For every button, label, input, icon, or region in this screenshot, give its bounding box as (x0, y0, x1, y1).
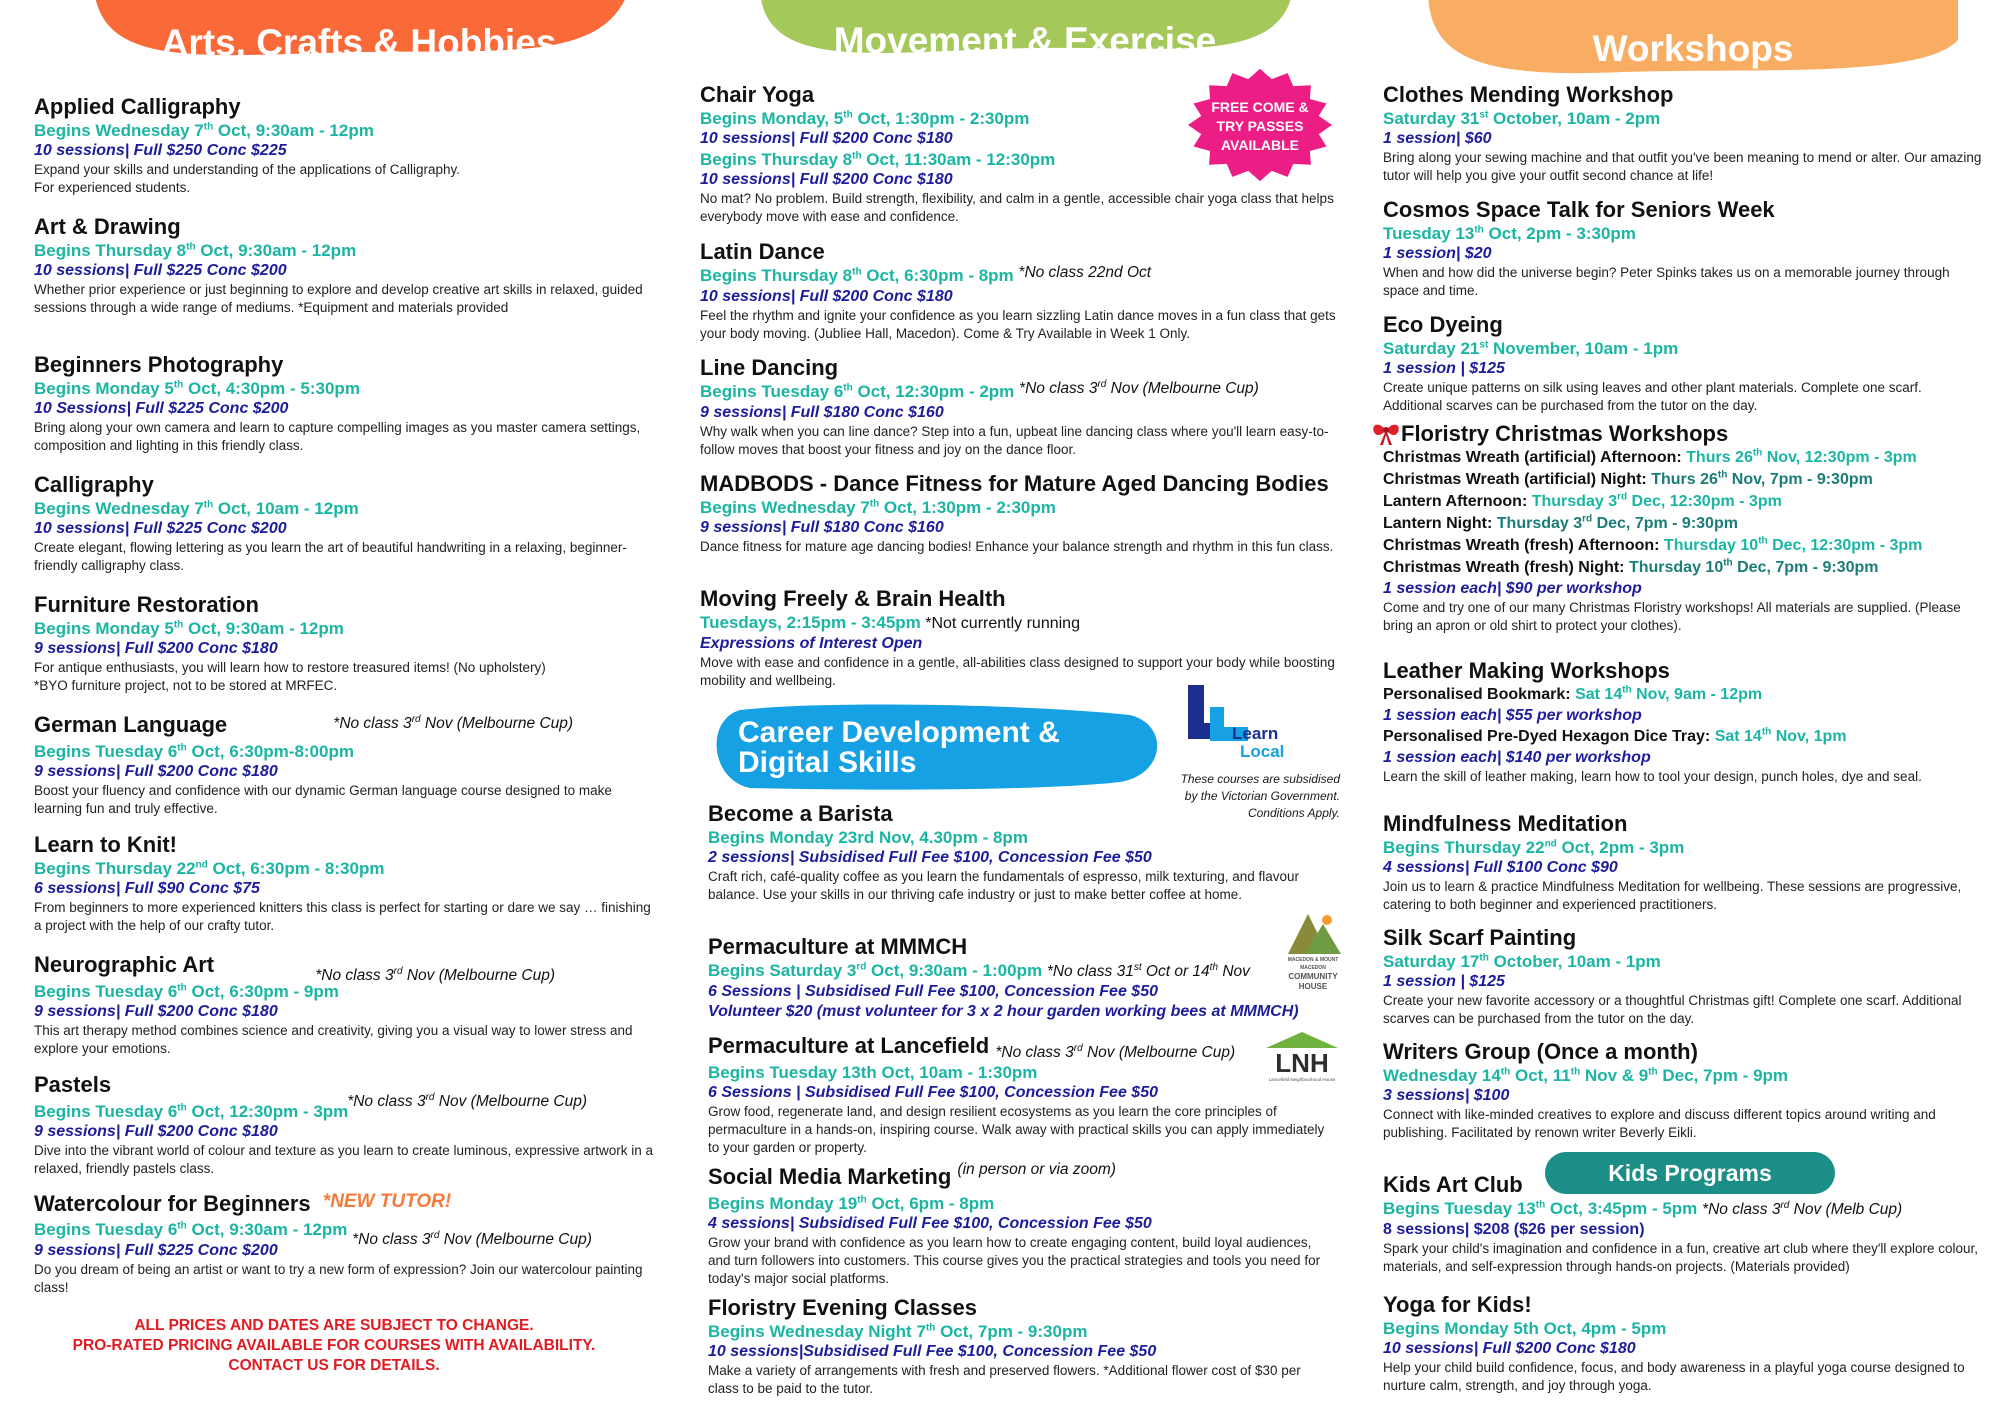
course-price-2: Volunteer $20 (must volunteer for 3 x 2 hour garden working bees at MMMCH) (708, 1003, 1299, 1020)
course-description: Spark your child's imagination and confidence in a fun, creative art club where they'll explore colour, materials, and self-expression through hands-on projects. (Materials provided) (1383, 1241, 1978, 1274)
course-note: *No class 3rd Nov (Melbourne Cup) (347, 1091, 587, 1110)
course-note: *No class 3rd Nov (Melbourne Cup) (1019, 378, 1259, 397)
course-learn-to-knit (34, 831, 654, 935)
course-mindfulness (1383, 810, 1983, 914)
floristry-date: Thursday 3rd Dec, 7pm - 9:30pm (1496, 513, 1738, 532)
floristry-row: Christmas Wreath (artificial) Afternoon: Thurs 26th Nov, 12:30pm - 3pm (1383, 447, 1917, 466)
note-line: Conditions Apply. (1247, 806, 1340, 820)
course-date: Tuesdays, 2:15pm - 3:45pm *Not currently running (700, 613, 1080, 632)
course-description: Join us to learn & practice Mindfulness Meditation for wellbeing. These sessions are progressive, catering to both beginner and experienced practitioners. (1383, 879, 1962, 912)
course-description: Create unique patterns on silk using leaves and other plant materials. Complete one scarf. Additional scarves can be purchased from the tutor on the day. (1383, 380, 1922, 413)
course-eco-dyeing (1383, 311, 1983, 415)
course-price: 10 sessions| Full $200 Conc $180 (1383, 1340, 1636, 1357)
course-description: Make a variety of arrangements with fresh and preserved flowers. *Additional flower cost of $30 per class to be paid to the tutor. (708, 1363, 1301, 1396)
course-price: 10 sessions| Full $200 Conc $180 (700, 288, 953, 305)
course-date: Begins Monday 5th Oct, 4pm - 5pm (1383, 1319, 1667, 1338)
course-title: Writers Group (Once a month) (1383, 1039, 1698, 1064)
course-date: Saturday 21st November, 10am - 1pm (1383, 339, 1679, 358)
course-description: Move with ease and confidence in a gentle, all-abilities class designed to support your body while boosting mobility and wellbeing. (700, 655, 1335, 688)
course-date: Begins Monday 5th Oct, 4:30pm - 5:30pm (34, 379, 360, 398)
leather-date: Sat 14th Nov, 1pm (1714, 726, 1847, 745)
course-description: From beginners to more experienced knitters this class is perfect for starting or dare we say … finishing a project with the help of our crafty tutor. (34, 900, 651, 933)
disclaimer-line: ALL PRICES AND DATES ARE SUBJECT TO CHANGE. (134, 1317, 534, 1334)
course-price: 1 session each| $140 per workshop (1383, 749, 1651, 766)
course-applied-calligraphy (34, 93, 654, 197)
course-description: Dive into the vibrant world of colour and texture as you learn to create luminous, expressive artwork in a relaxed, friendly pastels class. (34, 1143, 654, 1176)
course-title: Learn to Knit! (34, 832, 177, 857)
course-title: Furniture Restoration (34, 592, 259, 617)
course-barista (708, 800, 1340, 904)
disclaimer-line: PRO-RATED PRICING AVAILABLE FOR COURSES WITH AVAILABILITY. (72, 1337, 596, 1354)
career-heading-line2: Digital Skills (738, 746, 917, 779)
course-calligraphy (34, 471, 654, 575)
course-title: Social Media Marketing $^{(in person or via zoom)}$ (708, 1161, 1116, 1189)
course-date: Begins Thursday 8th Oct, 9:30am - 12pm (34, 241, 357, 260)
course-price: 9 sessions| Full $200 Conc $180 (34, 1123, 278, 1140)
course-title: Eco Dyeing (1383, 312, 1503, 337)
course-date: Begins Tuesday 6th Oct, 12:30pm - 3pm (34, 1102, 349, 1121)
course-price: 1 session| $20 (1383, 245, 1492, 262)
course-floristry-evening (708, 1294, 1340, 1398)
course-title: Applied Calligraphy (34, 94, 241, 119)
logo-line: HOUSE (1298, 982, 1328, 991)
course-title: Cosmos Space Talk for Seniors Week (1383, 197, 1775, 222)
course-title: Floristry Christmas Workshops (1371, 418, 1971, 447)
course-date: Begins Tuesday 6th Oct, 6:30pm-8:00pm (34, 742, 354, 761)
course-price: 9 sessions| Full $200 Conc $180 (34, 763, 278, 780)
disclaimer (34, 1316, 634, 1376)
course-price: 9 sessions| Full $180 Conc $160 (700, 404, 944, 421)
course-title: Line Dancing (700, 355, 839, 380)
course-title: Permaculture at MMMCH (708, 934, 968, 959)
course-price: 1 session | $125 (1383, 973, 1505, 990)
workshops-section-header (1423, 0, 1963, 85)
lnh-letters: LNH (1275, 1048, 1329, 1078)
arts-heading: Arts, Crafts & Hobbies (161, 22, 557, 63)
course-price: 10 sessions| Full $250 Conc $225 (34, 142, 287, 159)
course-description: Learn the skill of leather making, learn how to tool your design, punch holes, dye and seal. (1383, 769, 1922, 784)
course-price: 10 Sessions| Full $225 Conc $200 (34, 400, 289, 417)
course-description: Dance fitness for mature age dancing bodies! Enhance your balance strength and rhythm in this fun class. (700, 539, 1334, 554)
course-line-dancing (700, 354, 1340, 459)
course-silk-scarf (1383, 924, 1983, 1028)
movement-heading: Movement & Exercise (833, 20, 1217, 61)
badge-line: TRY PASSES (1216, 118, 1304, 134)
course-price: Expressions of Interest Open (700, 635, 923, 652)
course-date: Saturday 31st October, 10am - 2pm (1383, 109, 1661, 128)
learn-local-text: Local (1240, 742, 1285, 761)
course-madbods (700, 470, 1340, 556)
course-title: MADBODS - Dance Fitness for Mature Aged Dancing Bodies (700, 471, 1329, 496)
course-yoga-kids (1383, 1291, 1983, 1395)
course-note: *No class 22nd Oct (1018, 264, 1152, 281)
course-description: For antique enthusiasts, you will learn how to restore treasured items! (No upholstery) *BYO furniture project, not to be stored at MRFEC. (34, 660, 546, 693)
course-latin-dance (700, 238, 1340, 343)
course-date: Begins Thursday 22nd Oct, 6:30pm - 8:30pm (34, 859, 385, 878)
course-title: Yoga for Kids! (1383, 1292, 1532, 1317)
floristry-date: Thursday 10th Dec, 7pm - 9:30pm (1628, 557, 1879, 576)
course-art-drawing (34, 213, 654, 317)
course-description: Connect with like-minded creatives to explore and discuss different topics around writing and publishing. Facilitated by renown writer Beverly Eikli. (1383, 1107, 1936, 1140)
course-price: 10 sessions|Subsidised Full Fee $100, Concession Fee $50 (708, 1343, 1157, 1360)
badge-line: FREE COME & (1211, 99, 1309, 115)
course-date: Begins Wednesday Night 7th Oct, 7pm - 9:30pm (708, 1322, 1088, 1341)
floristry-date: Thurs 26th Nov, 7pm - 9:30pm (1651, 469, 1873, 488)
course-description: Bring along your sewing machine and that outfit you've been meaning to mend or alter. Our amazing tutor will help you give your outfit second chance at life! (1383, 150, 1982, 183)
course-title: Become a Barista (708, 801, 893, 826)
course-title: Pastels $_{*No class 3^{rd} Nov (Melbourne Cup)}$ (34, 1072, 587, 1110)
kids-heading: Kids Programs (1608, 1160, 1772, 1186)
badge-line: AVAILABLE (1220, 137, 1300, 153)
course-title: Clothes Mending Workshop (1383, 82, 1674, 107)
disclaimer-line: CONTACT US FOR DETAILS. (228, 1357, 440, 1374)
course-note: *No class 3rd Nov (Melbourne Cup) (333, 713, 574, 732)
course-price: 9 sessions| Full $200 Conc $180 (34, 640, 278, 657)
course-price: 3 sessions| $100 (1383, 1087, 1510, 1104)
course-price: 10 sessions| Full $225 Conc $200 (34, 262, 287, 279)
course-title: Chair Yoga (700, 82, 815, 107)
course-leather-making (1383, 657, 1983, 786)
course-price: 4 sessions| Subsidised Full Fee $100, Concession Fee $50 (708, 1215, 1152, 1232)
course-title: Permaculture at Lancefield *No class 3rd Nov (Melbourne Cup) (708, 1033, 1236, 1061)
course-description: Do you dream of being an artist or want to try a new form of expression? Join our watercolour painting class! (34, 1262, 643, 1295)
course-price: 8 sessions| $208 ($26 per session) (1383, 1221, 1645, 1238)
course-date: Begins Saturday 3rd Oct, 9:30am - 1:00pm *No class 31st Oct or 14th Nov (708, 961, 1250, 980)
leather-date: Sat 14th Nov, 9am - 12pm (1575, 684, 1763, 703)
course-price-2: 10 sessions| Full $200 Conc $180 (700, 171, 953, 188)
course-description: Why walk when you can line dance? Step into a fun, upbeat line dancing class where you'll learn easy-to-follow moves that boost your fitness and joy on the dance floor. (700, 424, 1329, 457)
learn-local-logo (1186, 683, 1306, 763)
new-tutor-tag: *NEW TUTOR! (322, 1191, 452, 1212)
floristry-row: Christmas Wreath (artificial) Night: Thurs 26th Nov, 7pm - 9:30pm (1383, 469, 1873, 488)
course-price: 9 sessions| Full $200 Conc $180 (34, 1003, 278, 1020)
course-price: 2 sessions| Subsidised Full Fee $100, Concession Fee $50 (708, 849, 1152, 866)
course-description: Expand your skills and understanding of the applications of Calligraphy. For experienced students. (34, 162, 461, 195)
course-clothes-mending (1383, 81, 1983, 185)
course-note: *No class 3rd Nov (Melb Cup) (1702, 1199, 1903, 1218)
course-title: Silk Scarf Painting (1383, 925, 1577, 950)
course-price: 6 Sessions | Subsidised Full Fee $100, Concession Fee $50 (708, 983, 1158, 1000)
lnh-logo-text: Lancefield Neighbourhood House (1268, 1077, 1336, 1082)
course-date: Wednesday 14th Oct, 11th Nov & 9th Dec, 7pm - 9pm (1383, 1066, 1789, 1085)
course-note: *No class 31st Oct or 14th Nov (1046, 961, 1250, 980)
course-title: Leather Making Workshops (1383, 658, 1670, 683)
floristry-row: Christmas Wreath (fresh) Night: Thursday 10th Dec, 7pm - 9:30pm (1383, 557, 1879, 576)
course-description: Boost your fluency and confidence with our dynamic German language course designed to make learning fun and truly effective. (34, 783, 612, 816)
course-price: 1 session | $125 (1383, 360, 1505, 377)
course-date: Begins Tuesday 6th Oct, 6:30pm - 9pm (34, 982, 339, 1001)
course-watercolour (34, 1190, 654, 1297)
floristry-row: Lantern Afternoon: Thursday 3rd Dec, 12:30pm - 3pm (1383, 491, 1782, 510)
course-title: Art & Drawing (34, 214, 181, 239)
course-description: Create your new favorite accessory or a thoughtful Christmas gift! Complete one scarf. Additional scarves can be purchased from the tutor on the day. (1383, 993, 1962, 1026)
course-description: Grow food, regenerate land, and design resilient ecosystems as you learn the core principles of permaculture in a hands-on, inspiring course. Walk away with practical skills you can apply immediately to your garden or property. (708, 1104, 1325, 1155)
course-price: 10 sessions| Full $200 Conc $180 (700, 130, 953, 147)
course-date: Begins Tuesday 13th Oct, 3:45pm - 5pm *No class 3rd Nov (Melb Cup) (1383, 1199, 1903, 1218)
course-date: Begins Wednesday 7th Oct, 9:30am - 12pm (34, 121, 374, 140)
course-title: German Language *No class 3rd Nov (Melbourne Cup) (34, 712, 574, 737)
course-date: Begins Monday 5th Oct, 9:30am - 12pm (34, 619, 344, 638)
floristry-date: Thursday 3rd Dec, 12:30pm - 3pm (1531, 491, 1782, 510)
course-note: *No class 3rd Nov (Melbourne Cup) (315, 965, 556, 984)
logo-line: COMMUNITY (1288, 972, 1338, 981)
course-german-language (34, 711, 654, 818)
course-note: (in person or via zoom) (957, 1161, 1116, 1178)
course-price: 9 sessions| Full $180 Conc $160 (700, 519, 944, 536)
course-social-media (708, 1163, 1340, 1288)
arts-section-header (84, 0, 634, 80)
course-writers-group (1383, 1038, 1983, 1142)
bow-icon (1371, 418, 1401, 446)
note-line: These courses are subsidised (1180, 772, 1340, 786)
course-floristry-christmas (1383, 418, 1983, 635)
course-date: Begins Monday 23rd Nov, 4.30pm - 8pm (708, 828, 1028, 847)
course-description: No mat? No problem. Build strength, flexibility, and calm in a gentle, accessible chair yoga class that helps everybody move with ease and confidence. (700, 191, 1334, 224)
career-section-header (710, 700, 1160, 795)
course-date-2: Begins Thursday 8th Oct, 11:30am - 12:30pm (700, 150, 1056, 169)
course-description: Bring along your own camera and learn to capture compelling images as you master camera settings, composition and lighting in this friendly class. (34, 420, 641, 453)
course-description: This art therapy method combines science and creativity, giving you a visual way to lower stress and explore your emotions. (34, 1023, 633, 1056)
course-date: Saturday 17th October, 10am - 1pm (1383, 952, 1661, 971)
floristry-date: Thurs 26th Nov, 12:30pm - 3pm (1686, 447, 1917, 466)
course-title: Mindfulness Meditation (1383, 811, 1628, 836)
learn-local-text: Learn (1232, 724, 1279, 743)
course-pastels (34, 1071, 654, 1178)
career-heading-line1: Career Development & (738, 716, 1060, 749)
course-date: Begins Thursday 22nd Oct, 2pm - 3pm (1383, 838, 1685, 857)
course-price: 1 session each| $55 per workshop (1383, 707, 1642, 724)
course-price: 1 session each| $90 per workshop (1383, 580, 1642, 597)
course-title: Kids Art Club (1383, 1172, 1523, 1197)
course-title: Neurographic Art $_{*No class 3^{rd} Nov (Melbourne Cup)}$ (34, 952, 556, 984)
course-beginners-photography (34, 351, 654, 455)
course-price: 10 sessions| Full $225 Conc $200 (34, 520, 287, 537)
course-moving-freely (700, 585, 1340, 690)
course-kids-art-club (1383, 1171, 1983, 1276)
course-cosmos (1383, 196, 1983, 300)
course-note: *No class 3rd Nov (Melbourne Cup) (995, 1042, 1236, 1061)
course-date: Begins Monday 19th Oct, 6pm - 8pm (708, 1194, 995, 1213)
workshops-heading: Workshops (1592, 28, 1794, 69)
course-date: Begins Wednesday 7th Oct, 1:30pm - 2:30pm (700, 498, 1056, 517)
course-date: Begins Monday, 5th Oct, 1:30pm - 2:30pm (700, 109, 1030, 128)
course-description: Grow your brand with confidence as you learn how to create engaging content, build loyal audiences, and turn followers into customers. This course gives you the practical strategies and tools you need for today's major social platforms. (708, 1235, 1321, 1286)
course-title: Latin Dance (700, 239, 825, 264)
course-chair-yoga (700, 81, 1340, 226)
course-price: 1 session| $60 (1383, 130, 1492, 147)
logo-line: MACEDON & MOUNT MACEDON (1287, 957, 1339, 971)
course-description: When and how did the universe begin? Peter Spinks takes us on a memorable journey through space and time. (1383, 265, 1950, 298)
floristry-date: Thursday 10th Dec, 12:30pm - 3pm (1663, 535, 1923, 554)
course-description: Create elegant, flowing lettering as you learn the art of beautiful handwriting in a relaxing, beginner-friendly calligraphy class. (34, 540, 627, 573)
course-date: Tuesday 13th Oct, 2pm - 3:30pm (1383, 224, 1636, 243)
course-note: *Not currently running (920, 615, 1080, 632)
course-description: Craft rich, café-quality coffee as you learn the fundamentals of espresso, milk texturing, and flavour balance. Use your skills in our thriving cafe industry or just to make better coffee at home. (708, 869, 1300, 902)
course-description: Whether prior experience or just beginning to explore and develop creative art skills in relaxed, guided sessions through a wide range of mediums. *Equipment and materials provided (34, 282, 643, 315)
course-permaculture-mmmch (708, 933, 1340, 1022)
course-price: 6 sessions| Full $90 Conc $75 (34, 880, 260, 897)
course-description: Help your child build confidence, focus, and body awareness in a playful yoga course designed to nurture calm, strength, and joy through yoga. (1383, 1360, 1965, 1393)
course-price: 9 sessions| Full $225 Conc $200 (34, 1242, 278, 1259)
course-date: Begins Wednesday 7th Oct, 10am - 12pm (34, 499, 359, 518)
course-description: Come and try one of our many Christmas Floristry workshops! All materials are supplied. (Please bring an apron or old shirt to protect your clothes). (1383, 600, 1961, 633)
course-note: *No class 3rd Nov (Melbourne Cup) (352, 1229, 592, 1248)
course-date: Begins Tuesday 13th Oct, 10am - 1:30pm (708, 1063, 1038, 1082)
course-date: Begins Tuesday 6th Oct, 12:30pm - 2pm *No class 3rd Nov (Melbourne Cup) (700, 378, 1259, 401)
course-neurographic-art (34, 951, 654, 1058)
leather-row: Personalised Bookmark: Sat 14th Nov, 9am - 12pm (1383, 684, 1763, 703)
course-permaculture-lancefield (708, 1032, 1340, 1157)
course-date: Begins Thursday 8th Oct, 6:30pm - 8pm *No class 22nd Oct (700, 264, 1152, 285)
course-price: 6 Sessions | Subsidised Full Fee $100, Concession Fee $50 (708, 1084, 1158, 1101)
floristry-row: Lantern Night: Thursday 3rd Dec, 7pm - 9:30pm (1383, 513, 1738, 532)
course-title: Watercolour for Beginners *NEW TUTOR! (34, 1191, 452, 1216)
course-title: Floristry Evening Classes (708, 1295, 977, 1320)
course-furniture-restoration (34, 591, 654, 695)
floristry-row: Christmas Wreath (fresh) Afternoon: Thursday 10th Dec, 12:30pm - 3pm (1383, 535, 1923, 554)
leather-row: Personalised Pre-Dyed Hexagon Dice Tray: Sat 14th Nov, 1pm (1383, 726, 1847, 745)
course-date: Begins Tuesday 6th Oct, 9:30am - 12pm *No class 3rd Nov (Melbourne Cup) (34, 1220, 592, 1248)
course-description: Feel the rhythm and ignite your confidence as you learn sizzling Latin dance moves in a fun class that gets your body moving. (Jubliee Hall, Macedon). Come & Try Available in Week 1 Only. (700, 308, 1336, 341)
course-title: Calligraphy (34, 472, 154, 497)
note-line: by the Victorian Government. (1184, 789, 1340, 803)
course-title: Beginners Photography (34, 352, 284, 377)
course-price: 4 sessions| Full $100 Conc $90 (1383, 859, 1618, 876)
course-title: Moving Freely & Brain Health (700, 586, 1006, 611)
